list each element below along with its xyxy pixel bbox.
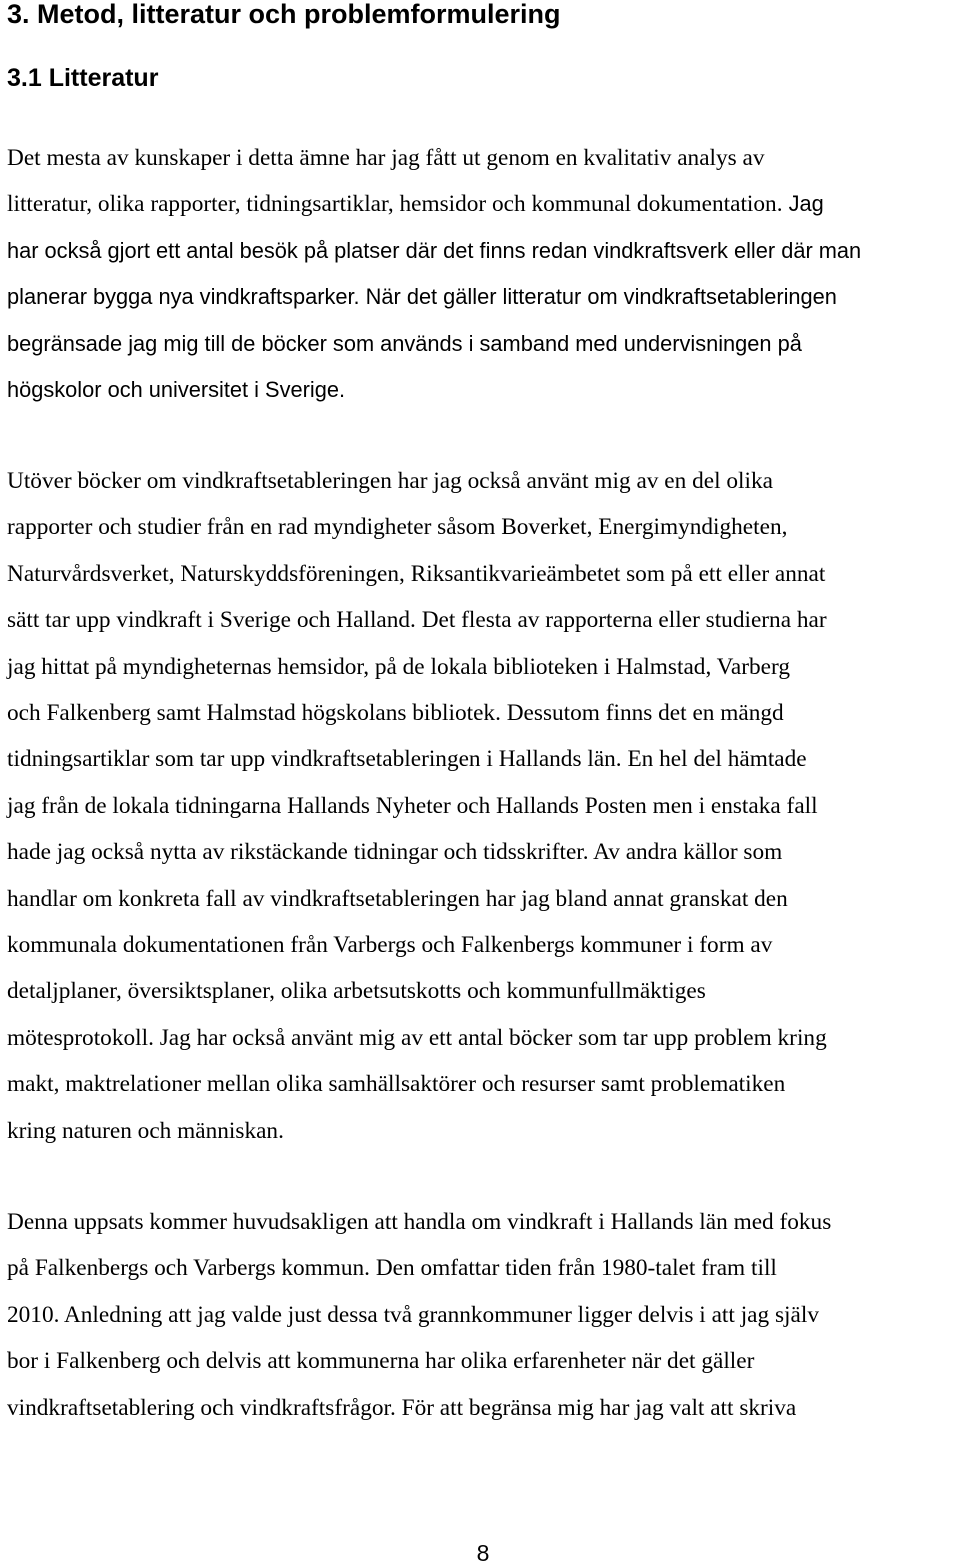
paragraph-thesis-scope [7,1199,831,1431]
paragraph-line: Utöver böcker om vindkraftsetableringen har jag också använt mig av en del olika [7,468,773,494]
paragraph-line: Naturvårdsverket, Naturskyddsföreningen, Riksantikvarieämbetet som på ett eller annat [7,560,826,587]
section-heading: 3. Metod, litteratur och problemformulering [7,0,561,29]
paragraph-line: och Falkenberg samt Halmstad högskolans bibliotek. Dessutom finns det en mängd [7,700,784,727]
paragraph-line: planerar bygga nya vindkraftsparker. När det gäller litteratur om vindkraftsetableringen [7,284,837,310]
paragraph-line: makt, maktrelationer mellan olika samhällsaktörer och resurser samt problematiken [7,1071,786,1098]
paragraph-line: sätt tar upp vindkraft i Sverige och Halland. Det flesta av rapporterna eller studierna har [7,607,827,634]
page-number: 8 [476,1540,490,1566]
paragraph-line: handlar om konkreta fall av vindkraftsetableringen har jag bland annat granskat den [7,885,788,912]
paragraph-line: på Falkenbergs och Varbergs kommun. Den omfattar tiden från 1980-talet fram till [7,1255,777,1282]
paragraph-line: kring naturen och människan. [7,1117,284,1144]
paragraph-line: tidningsartiklar som tar upp vindkraftsetableringen i Hallands län. En hel del hämtade [7,746,807,773]
paragraph-line: kommunala dokumentationen från Varbergs och Falkenbergs kommuner i form av [7,932,773,959]
paragraph-line: begränsade jag mig till de böcker som används i samband med undervisningen på [7,330,802,356]
paragraph-line: vindkraftsetablering och vindkraftsfrågor. För att begränsa mig har jag valt att skriva [7,1394,797,1421]
paragraph-line [7,181,861,227]
paragraph-line: har också gjort ett antal besök på platser där det finns redan vindkraftsverk eller där man [7,237,862,263]
paragraph-line: jag hittat på myndigheternas hemsidor, på de lokala biblioteken i Halmstad, Varberg [7,653,790,680]
paragraph-reports-and-studies [7,458,827,1154]
paragraph-literature-sources [7,135,861,413]
paragraph-line: 2010. Anledning att jag valde just dessa två grannkommuner ligger delvis i att jag själv [7,1301,819,1328]
subsection-heading: 3.1 Litteratur [7,64,159,92]
paragraph-line: detaljplaner, översiktsplaner, olika arbetsutskotts och kommunfullmäktiges [7,978,706,1005]
paragraph-line: mötesprotokoll. Jag har också använt mig av ett antal böcker som tar upp problem kring [7,1024,827,1051]
paragraph-line: hade jag också nytta av rikstäckande tidningar och tidsskrifter. Av andra källor som [7,839,783,866]
paragraph-line-segment: litteratur, olika rapporter, tidningsartiklar, hemsidor och kommunal dokumentation. [7,191,783,218]
paragraph-line: rapporter och studier från en rad myndigheter såsom Boverket, Energimyndigheten, [7,514,788,541]
paragraph-line: högskolor och universitet i Sverige. [7,377,346,403]
paragraph-line: Det mesta av kunskaper i detta ämne har jag fått ut genom en kvalitativ analys av [7,145,765,171]
paragraph-line-segment: Jag [782,191,824,217]
paragraph-line: Denna uppsats kommer huvudsakligen att handla om vindkraft i Hallands län med fokus [7,1209,832,1235]
paragraph-line: bor i Falkenberg och delvis att kommunerna har olika erfarenheter när det gäller [7,1348,755,1375]
paragraph-line: jag från de lokala tidningarna Hallands Nyheter och Hallands Posten men i enstaka fall [7,792,818,819]
